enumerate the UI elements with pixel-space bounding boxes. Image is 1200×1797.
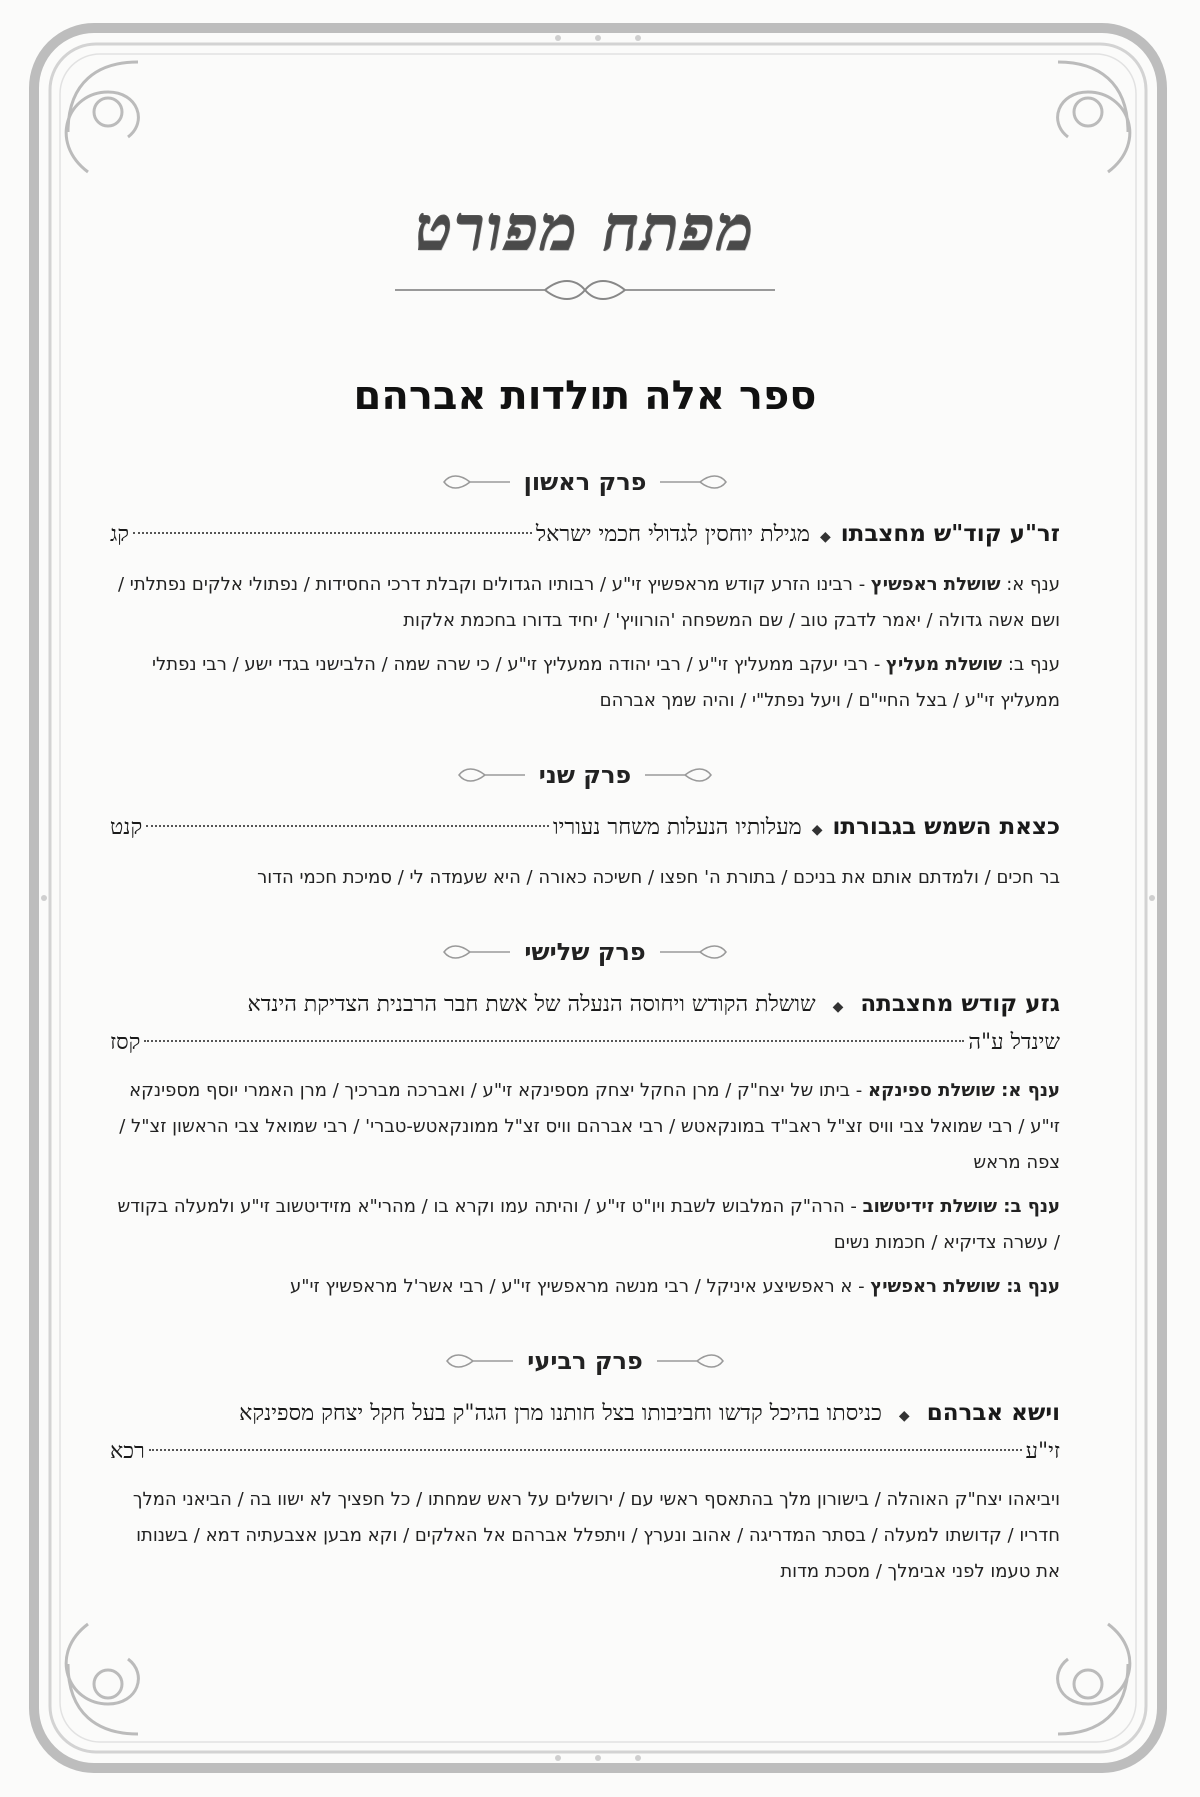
flourish-icon — [660, 944, 730, 960]
entry-subtitle-cont: שינדל ע"ה — [968, 1030, 1060, 1055]
entry-subtitle: כניסתו בהיכל קדשו וחביבותו בצל חותנו מרן הגה"ק בעל חקל יצחק מספינקא — [239, 1401, 882, 1426]
entry-title: גזע קודש מחצבתה — [860, 991, 1060, 1017]
dot-leader — [133, 532, 532, 534]
chapter-title: פרק רביעי — [527, 1347, 643, 1375]
sub-entry: ענף א: שושלת ספינקא - ביתו של יצח"ק / מרן החקל יצחק מספינקא זי"ע / ואברכה מברכיך / מרן האמרי יוסף מספינקא זי"ע / רבי שמואל צבי וויס זצ"ל ראב"ד במונקאטש / רבי אברהם וויס זצ"ל ממונקאטש-טברי' / רבי שמואל צבי הראשון זצ"ל / צפה מראש — [119, 1080, 1060, 1173]
chapter-title: פרק שני — [538, 761, 632, 789]
chapter-heading — [110, 466, 1060, 498]
diamond-icon: ◆ — [811, 822, 823, 838]
entry-page: קג — [110, 522, 130, 547]
sub-entry: ויביאהו יצח"ק האוהלה / בישורון מלך בהתאסף ראשי עם / ירושלים על ראש שמחתו / כל חפציך לא ישוו בה / הביאני המלך חדריו / קדושתו למעלה / בסתר המדריגה / אהוב ונערץ / ויתפלל אברהם אל האלקים / וקא מבען אצבעתיה דמא / בשנותו את טעמו לפני אבימלך / מסכת מדות — [132, 1489, 1060, 1582]
entry-title: זר"ע קוד"ש מחצבתו — [840, 521, 1060, 547]
toc-entry[interactable] — [110, 516, 1060, 555]
entry-page: קנט — [110, 815, 143, 840]
entry-subtitle: מעלותיו הנעלות משחר נעוריו — [553, 815, 802, 840]
toc-entry[interactable] — [110, 986, 1060, 1061]
sub-entry: ענף ב: שושלת זידיטשוב - הרה"ק המלבוש לשבת ויו"ט זי"ע / והיתה עמו וקרא בו / מהרי"א מזידיטשוב זי"ע ולמעלה בקודש / עשרה צדיקיא / חכמות נשים — [117, 1196, 1060, 1253]
sub-entries — [110, 860, 1060, 896]
sub-entry: בר חכים / ולמדתם אותם את בניכם / בתורת ה' חפצו / חשיכה כאורה / היא שעמדה לי / סמיכת חכמי הדור — [257, 867, 1060, 888]
flourish-icon — [455, 767, 525, 783]
entry-title: כצאת השמש בגבורתו — [832, 814, 1060, 840]
flourish-icon — [657, 1353, 727, 1369]
page-title: מפתח מפורט — [414, 192, 756, 265]
toc-entry[interactable] — [110, 1395, 1060, 1470]
diamond-icon: ◆ — [819, 529, 831, 545]
chapter-title: פרק שלישי — [524, 938, 646, 966]
entry-subtitle-cont: זי"ע — [1025, 1439, 1060, 1464]
diamond-icon: ◆ — [832, 999, 844, 1015]
diamond-icon: ◆ — [898, 1408, 910, 1424]
chapter-heading — [110, 1345, 1060, 1377]
sub-entries — [110, 1482, 1060, 1590]
sub-entries — [110, 1073, 1060, 1305]
entry-subtitle: שושלת הקודש ויחוסה הנעלה של אשת חבר הרבנית הצדיקת הינדא — [247, 992, 816, 1017]
flourish-icon — [660, 474, 730, 490]
flourish-icon — [645, 767, 715, 783]
entry-subtitle: מגילת יוחסין לגדולי חכמי ישראל — [535, 522, 810, 547]
flourish-icon — [440, 944, 510, 960]
chapter-heading — [110, 759, 1060, 791]
chapter-title: פרק ראשון — [523, 468, 647, 496]
title-flourish — [395, 278, 775, 302]
chapter-heading — [110, 936, 1060, 968]
dot-leader — [146, 825, 549, 827]
sub-entry: ענף ג: שושלת ראפשיץ - א ראפשיצע איניקל / רבי מנשה מראפשיץ זי"ע / רבי אשר'ל מראפשיץ זי"ע — [289, 1276, 1060, 1297]
toc-content — [110, 190, 1060, 1590]
book-title: ספר אלה תולדות אברהם — [353, 373, 817, 419]
entry-title: וישא אברהם — [926, 1400, 1060, 1426]
toc-entry[interactable] — [110, 809, 1060, 848]
dot-leader — [144, 1040, 964, 1042]
flourish-icon — [440, 474, 510, 490]
flourish-icon — [443, 1353, 513, 1369]
sub-entry: ענף א: שושלת ראפשיץ - רבינו הזרע קודש מראפשיץ זי"ע / רבותיו הגדולים וקבלת דרכי החסידות / נפתולי אלקים נפתלתי / ושם אשה גדולה / יאמר לדבק טוב / שם המשפחה 'הורוויץ' / יחיד בדורו בחכמת אלקות — [118, 574, 1060, 631]
sub-entries — [110, 567, 1060, 719]
entry-page: קסז — [110, 1030, 141, 1055]
entry-page: רכא — [110, 1439, 145, 1464]
sub-entry: ענף ב: שושלת מעליץ - רבי יעקב ממעליץ זי"ע / רבי יהודה ממעליץ זי"ע / כי שרה שמה / הלבישני בגדי ישע / רבי נפתלי ממעליץ זי"ע / בצל החיי"ם / ויעל נפתל"י / והיה שמך אברהם — [152, 654, 1060, 711]
dot-leader — [149, 1449, 1022, 1451]
